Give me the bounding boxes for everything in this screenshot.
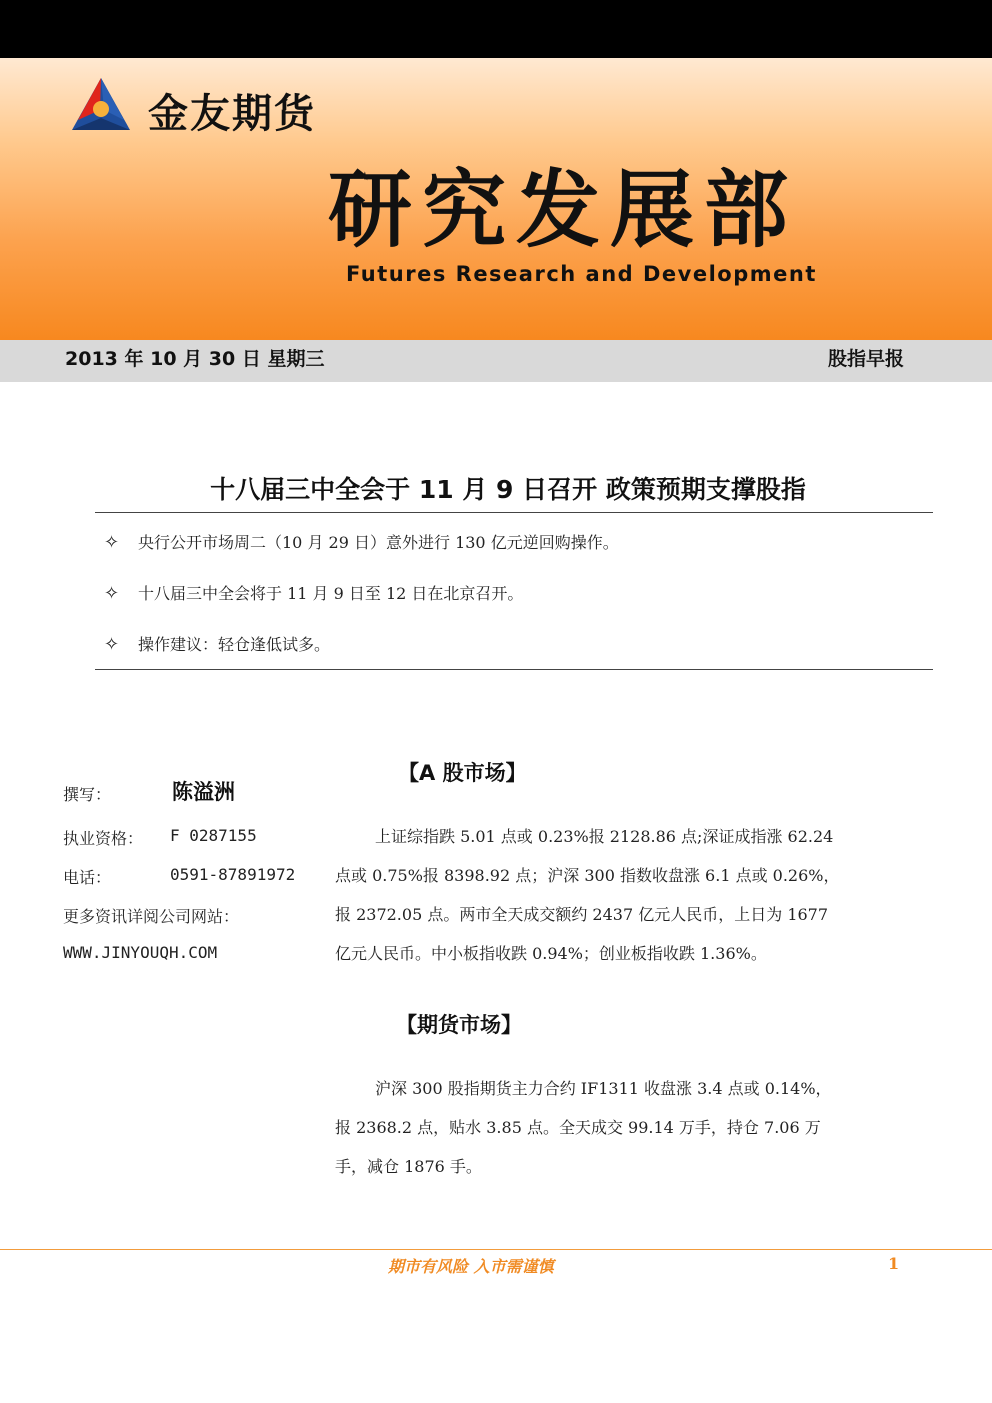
department-title-en: Futures Research and Development <box>346 262 817 286</box>
a-share-paragraph <box>335 817 901 973</box>
a-share-line: 亿元人民币。中小板指收跌 0.94%；创业板指收跌 1.36%。 <box>335 944 767 963</box>
writer-label: 撰写： <box>63 785 112 804</box>
website-link[interactable]: WWW.JINYOUQH.COM <box>63 943 218 962</box>
summary-item <box>104 581 523 604</box>
summary-item-text: 十八届三中全会将于 11 月 9 日至 12 日在北京召开。 <box>138 584 524 603</box>
phone-number: 0591-87891972 <box>170 865 296 884</box>
headline: 十八届三中全会于 11 月 9 日召开 政策预期支撑股指 <box>210 475 806 504</box>
futures-line: 沪深 300 股指期货主力合约 IF1311 收盘涨 3.4 点或 0.14%， <box>375 1079 832 1098</box>
bullet-icon: ✧ <box>104 532 120 553</box>
company-name: 金友期货 <box>148 91 316 137</box>
summary-bottom-rule <box>95 669 933 670</box>
summary-item <box>104 530 619 553</box>
a-share-line: 报 2372.05 点。两市全天成交额约 2437 亿元人民币，上日为 1677 <box>335 905 829 924</box>
futures-section-title: 【期货市场】 <box>396 1013 522 1037</box>
a-share-line: 点或 0.75%报 8398.92 点；沪深 300 指数收盘涨 6.1 点或 0.26%， <box>335 866 840 885</box>
license-label: 执业资格： <box>63 829 144 848</box>
futures-line: 手，减仓 1876 手。 <box>335 1157 482 1176</box>
license-number: F 0287155 <box>170 826 257 845</box>
more-info-label: 更多资讯详阅公司网站： <box>63 907 240 926</box>
summary-item-text: 操作建议：轻仓逢低试多。 <box>138 635 331 654</box>
summary-item-text: 央行公开市场周二（10 月 29 日）意外进行 130 亿元逆回购操作。 <box>138 533 619 552</box>
top-black-bar <box>0 0 992 58</box>
futures-paragraph <box>335 1069 901 1186</box>
futures-line: 报 2368.2 点，贴水 3.85 点。全天成交 99.14 万手，持仓 7.06 万 <box>335 1118 821 1137</box>
author-name: 陈溢洲 <box>172 779 235 804</box>
summary-item <box>104 632 330 655</box>
bullet-icon: ✧ <box>104 583 120 604</box>
page-number: 1 <box>888 1254 900 1273</box>
risk-warning: 期市有风险 入市需谨慎 <box>388 1257 554 1276</box>
company-logo-icon <box>70 76 132 132</box>
phone-label: 电话： <box>63 868 112 887</box>
bullet-icon: ✧ <box>104 634 120 655</box>
a-share-line: 上证综指跌 5.01 点或 0.23%报 2128.86 点;深证成指涨 62.24 <box>375 827 834 846</box>
department-title: 研究发展部 <box>328 160 799 259</box>
a-share-section-title: 【A 股市场】 <box>398 761 527 785</box>
summary-top-rule <box>95 512 933 513</box>
footer-rule <box>0 1249 992 1250</box>
report-date: 2013 年 10 月 30 日 星期三 <box>65 348 325 370</box>
report-type: 股指早报 <box>827 348 904 370</box>
